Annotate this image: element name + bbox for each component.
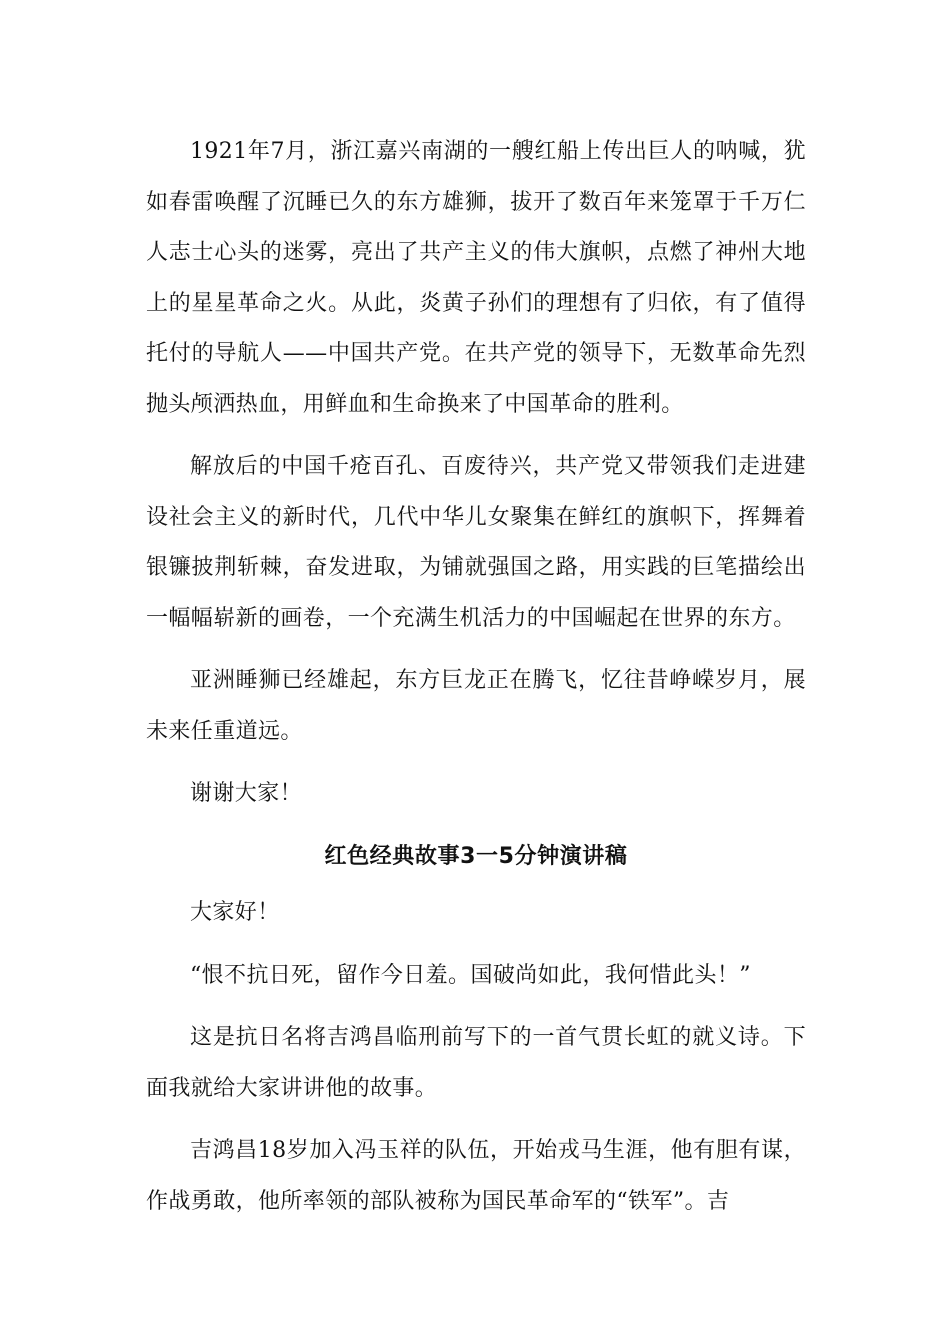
paragraph-red-boat: 1921年7月，浙江嘉兴南湖的一艘红船上传出巨人的呐喊，犹如春雷唤醒了沉睡已久的东方雄狮，拔开了数百年来笼罩于千万仁人志士心头的迷雾，亮出了共产主义的伟大旗帜，点燃了神州大地上的星星革命之火。从此，炎黄子孙们的理想有了归依，有了值得托付的导航人——中国共产党。在共产党的领导下，无数革命先烈抛头颅洒热血，用鲜血和生命换来了中国革命的胜利。 xyxy=(146,139,806,417)
paragraph-ji-hongchang: 吉鸿昌18岁加入冯玉祥的队伍，开始戎马生涯，他有胆有谋，作战勇敢，他所率领的部队被称为国民革命军的“铁军”。吉 xyxy=(146,1138,806,1214)
paragraph-greeting: 大家好！ xyxy=(190,900,280,925)
paragraph-intro-story: 这是抗日名将吉鸿昌临刑前写下的一首气贯长虹的就义诗。下面我就给大家讲讲他的故事。 xyxy=(146,1025,806,1101)
paragraph-new-era: 解放后的中国千疮百孔、百废待兴，共产党又带领我们走进建设社会主义的新时代，几代中华儿女聚集在鲜红的旗帜下，挥舞着银镰披荆斩棘，奋发进取，为铺就强国之路，用实践的巨笔描绘出一幅幅崭新的画卷，一个充满生机活力的中国崛起在世界的东方。 xyxy=(146,454,806,631)
paragraph-thanks: 谢谢大家！ xyxy=(190,781,303,806)
paragraph-poem-quote: “恨不抗日死，留作今日羞。国破尚如此，我何惜此头！” xyxy=(190,962,751,988)
paragraph-rising-lion: 亚洲睡狮已经雄起，东方巨龙正在腾飞，忆往昔峥嵘岁月，展未来任重道远。 xyxy=(146,668,806,744)
section-heading: 红色经典故事3一5分钟演讲稿 xyxy=(324,843,628,869)
document-body xyxy=(146,127,806,1227)
